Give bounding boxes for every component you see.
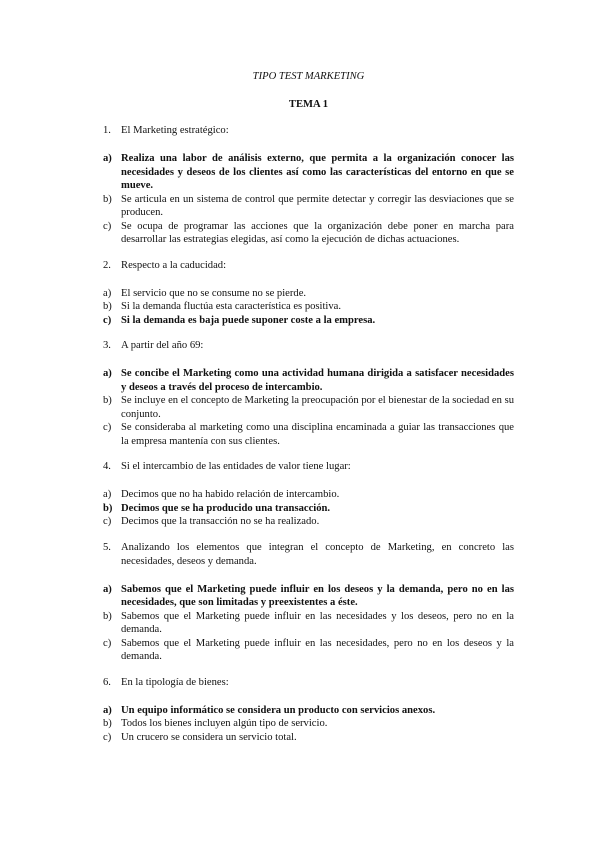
answer-option [103, 300, 514, 314]
answer-options [103, 583, 514, 664]
question [103, 259, 514, 273]
answer-options [103, 704, 514, 745]
question-text: En la tipología de bienes: [121, 676, 229, 688]
option-text: Sabemos que el Marketing puede influir en las necesidades, pero no en los deseos y la demanda. [121, 637, 514, 662]
option-letter: b) [103, 193, 112, 205]
topic-heading: TEMA 1 [288, 99, 329, 110]
question-text: El Marketing estratégico: [121, 125, 229, 136]
answer-option [103, 610, 514, 637]
correct-answer-option [103, 502, 514, 516]
option-text: Si la demanda fluctúa esta característica es positiva. [121, 301, 342, 312]
option-text: Un equipo informático se considera un producto con servicios anexos. [121, 704, 436, 716]
question-text: Analizando los elementos que integran el concepto de Marketing, en concreto las necesidades, deseos y demanda. [121, 541, 514, 567]
option-letter: c) [103, 731, 112, 743]
question-text: Si el intercambio de las entidades de valor tiene lugar: [121, 461, 351, 472]
question-text: Respecto a la caducidad: [121, 259, 227, 271]
question-number: 2. [103, 259, 111, 271]
option-letter: c) [103, 314, 112, 326]
option-text: Sabemos que el Marketing puede influir en las necesidades y los deseos, pero no en la demanda. [121, 610, 514, 635]
answer-option [103, 394, 514, 421]
option-letter: a) [103, 704, 112, 716]
option-letter: a) [103, 153, 112, 164]
option-text: Se articula en un sistema de control que permite detectar y corregir las desviaciones que se producen. [121, 193, 514, 218]
question [103, 339, 514, 353]
answer-option [103, 731, 514, 745]
option-letter: c) [103, 220, 112, 232]
answer-option [103, 515, 514, 529]
option-letter: a) [103, 287, 112, 299]
question [103, 460, 514, 474]
option-text: Realiza una labor de análisis externo, que permita a la organización conocer las necesidades y deseos de los clientes así como las características del entorno en que se mueve. [121, 153, 514, 191]
answer-options [103, 367, 514, 448]
option-letter: b) [103, 502, 113, 514]
option-letter: c) [103, 516, 112, 527]
answer-option [103, 287, 514, 301]
option-text: Decimos que no ha habido relación de intercambio. [121, 489, 340, 500]
answer-option [103, 220, 514, 247]
option-text: Un crucero se considera un servicio total. [121, 731, 297, 743]
question-number: 5. [103, 541, 111, 553]
answer-option [103, 637, 514, 664]
question-number: 6. [103, 676, 111, 688]
option-text: Se consideraba al marketing como una disciplina encaminada a guiar las transacciones que la empresa mantenía con sus clientes. [121, 422, 514, 447]
question-text: A partir del año 69: [121, 340, 204, 351]
option-letter: b) [103, 718, 112, 729]
answer-option [103, 488, 514, 502]
answer-options [103, 152, 514, 247]
question [103, 541, 514, 569]
correct-answer-option [103, 704, 514, 718]
answer-options [103, 287, 514, 328]
option-text: Se ocupa de programar las acciones que la organización debe poner en marcha para desarrollar las estrategias elegidas, así como la ejecución de dichas actuaciones. [121, 220, 514, 245]
option-letter: a) [103, 368, 112, 379]
option-letter: b) [103, 610, 112, 622]
document-title: TIPO TEST MARKETING [252, 71, 365, 82]
option-text: Se concibe el Marketing como una actividad humana dirigida a satisfacer necesidades y deseos a través del proceso de intercambio. [121, 368, 514, 393]
option-text: Sabemos que el Marketing puede influir en los deseos y la demanda, pero no en las necesidades, que son limitadas y preexistentes a éste. [121, 583, 514, 608]
question-number: 3. [103, 340, 111, 351]
answer-options [103, 488, 514, 529]
correct-answer-option [103, 583, 514, 610]
option-letter: a) [103, 583, 112, 595]
question [103, 124, 514, 138]
option-text: Se incluye en el concepto de Marketing la preocupación por el bienestar de la sociedad en su conjunto. [121, 395, 514, 420]
option-letter: c) [103, 637, 112, 649]
option-letter: a) [103, 489, 112, 500]
question-number: 1. [103, 125, 111, 136]
option-letter: c) [103, 422, 112, 433]
option-text: Si la demanda es baja puede suponer coste a la empresa. [121, 314, 376, 326]
option-text: Decimos que la transacción no se ha realizado. [121, 516, 320, 527]
question-number: 4. [103, 461, 111, 472]
answer-option [103, 193, 514, 220]
option-text: Todos los bienes incluyen algún tipo de servicio. [121, 718, 328, 729]
question [103, 676, 514, 690]
question-list [103, 124, 514, 744]
correct-answer-option [103, 314, 514, 328]
answer-option [103, 717, 514, 731]
option-letter: b) [103, 395, 112, 406]
correct-answer-option [103, 152, 514, 193]
option-text: Decimos que se ha producido una transacción. [121, 502, 331, 514]
option-letter: b) [103, 301, 112, 312]
option-text: El servicio que no se consume no se pierde. [121, 287, 307, 299]
correct-answer-option [103, 367, 514, 394]
answer-option [103, 421, 514, 448]
